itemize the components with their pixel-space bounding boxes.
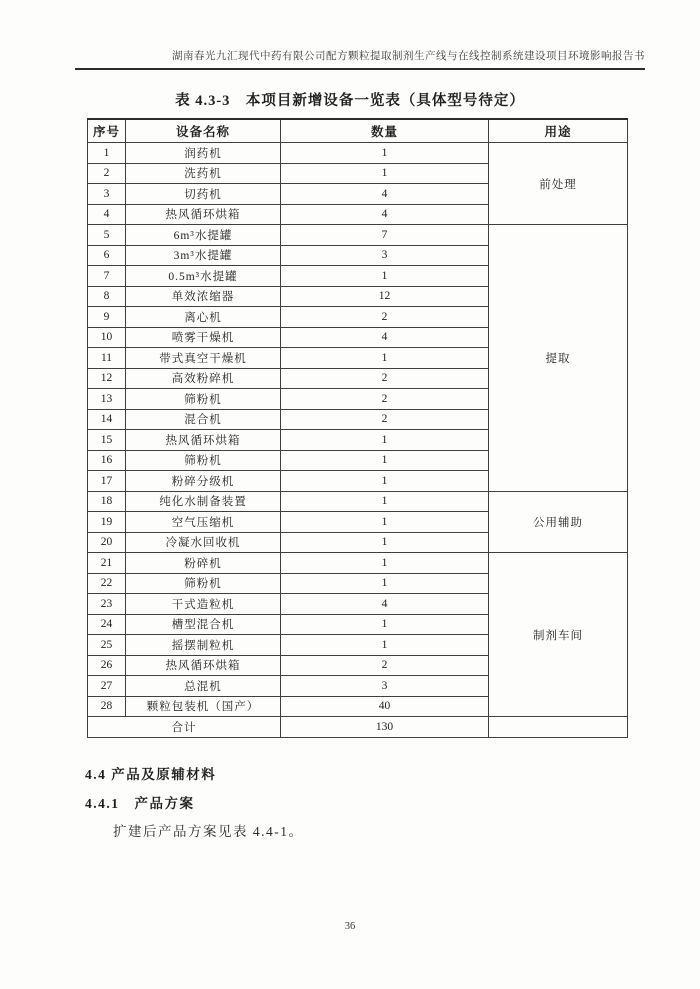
table-header-row <box>88 119 628 143</box>
quantity-cell: 1 <box>281 450 489 471</box>
equipment-name-cell: 筛粉机 <box>126 573 281 594</box>
equipment-name-cell: 高效粉碎机 <box>126 368 281 389</box>
row-number-cell: 16 <box>88 450 126 471</box>
quantity-cell: 4 <box>281 184 489 205</box>
quantity-cell: 1 <box>281 143 489 164</box>
quantity-cell: 1 <box>281 348 489 369</box>
quantity-cell: 2 <box>281 307 489 328</box>
row-number-cell: 2 <box>88 163 126 184</box>
quantity-cell: 4 <box>281 594 489 615</box>
equipment-name-cell: 筛粉机 <box>126 450 281 471</box>
purpose-cell: 制剂车间 <box>489 553 628 717</box>
quantity-cell: 1 <box>281 553 489 574</box>
column-header-no: 序号 <box>88 119 126 143</box>
quantity-cell: 40 <box>281 696 489 717</box>
quantity-cell: 1 <box>281 430 489 451</box>
equipment-name-cell: 粉碎机 <box>126 553 281 574</box>
equipment-name-cell: 6m³水提罐 <box>126 225 281 246</box>
row-number-cell: 5 <box>88 225 126 246</box>
equipment-name-cell: 单效浓缩器 <box>126 286 281 307</box>
row-number-cell: 3 <box>88 184 126 205</box>
row-number-cell: 12 <box>88 368 126 389</box>
quantity-cell: 2 <box>281 389 489 410</box>
row-number-cell: 24 <box>88 614 126 635</box>
total-row <box>88 717 628 738</box>
row-number-cell: 25 <box>88 635 126 656</box>
table-row <box>88 553 628 574</box>
row-number-cell: 7 <box>88 266 126 287</box>
body-paragraph: 扩建后产品方案见表 4.4-1。 <box>113 824 304 839</box>
equipment-name-cell: 混合机 <box>126 409 281 430</box>
quantity-cell: 4 <box>281 204 489 225</box>
equipment-name-cell: 润药机 <box>126 143 281 164</box>
document-header: 湖南春光九汇现代中药有限公司配方颗粒提取制剂生产线与在线控制系统建设项目环境影响报告书 <box>75 48 645 70</box>
quantity-cell: 7 <box>281 225 489 246</box>
purpose-cell: 前处理 <box>489 143 628 225</box>
row-number-cell: 11 <box>88 348 126 369</box>
equipment-name-cell: 热风循环烘箱 <box>126 204 281 225</box>
quantity-cell: 2 <box>281 655 489 676</box>
quantity-cell: 1 <box>281 635 489 656</box>
row-number-cell: 23 <box>88 594 126 615</box>
quantity-cell: 1 <box>281 614 489 635</box>
purpose-cell: 公用辅助 <box>489 491 628 553</box>
row-number-cell: 10 <box>88 327 126 348</box>
quantity-cell: 1 <box>281 266 489 287</box>
equipment-name-cell: 空气压缩机 <box>126 512 281 533</box>
quantity-cell: 1 <box>281 163 489 184</box>
quantity-cell: 2 <box>281 409 489 430</box>
quantity-cell: 4 <box>281 327 489 348</box>
row-number-cell: 13 <box>88 389 126 410</box>
row-number-cell: 20 <box>88 532 126 553</box>
purpose-cell: 提取 <box>489 225 628 492</box>
equipment-name-cell: 纯化水制备装置 <box>126 491 281 512</box>
row-number-cell: 1 <box>88 143 126 164</box>
quantity-cell: 1 <box>281 573 489 594</box>
quantity-cell: 1 <box>281 471 489 492</box>
page-number: 36 <box>344 921 356 932</box>
equipment-name-cell: 热风循环烘箱 <box>126 430 281 451</box>
row-number-cell: 4 <box>88 204 126 225</box>
column-header-purpose: 用途 <box>489 119 628 143</box>
section-heading-4-4: 4.4 产品及原辅材料 <box>85 767 217 782</box>
column-header-quantity: 数量 <box>281 119 489 143</box>
equipment-table-body <box>88 143 628 738</box>
row-number-cell: 17 <box>88 471 126 492</box>
row-number-cell: 6 <box>88 245 126 266</box>
equipment-name-cell: 干式造粒机 <box>126 594 281 615</box>
equipment-name-cell: 热风循环烘箱 <box>126 655 281 676</box>
equipment-name-cell: 带式真空干燥机 <box>126 348 281 369</box>
table-title: 表 4.3-3 本项目新增设备一览表（具体型号待定） <box>175 93 525 109</box>
quantity-cell: 12 <box>281 286 489 307</box>
equipment-name-cell: 3m³水提罐 <box>126 245 281 266</box>
row-number-cell: 14 <box>88 409 126 430</box>
equipment-name-cell: 摇摆制粒机 <box>126 635 281 656</box>
quantity-cell: 1 <box>281 491 489 512</box>
row-number-cell: 8 <box>88 286 126 307</box>
equipment-name-cell: 筛粉机 <box>126 389 281 410</box>
equipment-name-cell: 颗粒包装机（国产） <box>126 696 281 717</box>
equipment-table <box>87 118 628 738</box>
table-row <box>88 143 628 164</box>
quantity-cell: 3 <box>281 245 489 266</box>
quantity-cell: 1 <box>281 512 489 533</box>
equipment-name-cell: 切药机 <box>126 184 281 205</box>
section-heading-4-4-1: 4.4.1 产品方案 <box>85 796 195 811</box>
row-number-cell: 9 <box>88 307 126 328</box>
row-number-cell: 15 <box>88 430 126 451</box>
total-purpose-cell <box>489 717 628 738</box>
equipment-name-cell: 洗药机 <box>126 163 281 184</box>
total-label-cell: 合计 <box>88 717 281 738</box>
row-number-cell: 21 <box>88 553 126 574</box>
row-number-cell: 18 <box>88 491 126 512</box>
row-number-cell: 27 <box>88 676 126 697</box>
row-number-cell: 19 <box>88 512 126 533</box>
row-number-cell: 28 <box>88 696 126 717</box>
row-number-cell: 26 <box>88 655 126 676</box>
equipment-name-cell: 总混机 <box>126 676 281 697</box>
column-header-name: 设备名称 <box>126 119 281 143</box>
table-row <box>88 491 628 512</box>
equipment-name-cell: 粉碎分级机 <box>126 471 281 492</box>
equipment-name-cell: 离心机 <box>126 307 281 328</box>
equipment-name-cell: 冷凝水回收机 <box>126 532 281 553</box>
equipment-name-cell: 0.5m³水提罐 <box>126 266 281 287</box>
quantity-cell: 2 <box>281 368 489 389</box>
total-quantity-cell: 130 <box>281 717 489 738</box>
row-number-cell: 22 <box>88 573 126 594</box>
quantity-cell: 3 <box>281 676 489 697</box>
quantity-cell: 1 <box>281 532 489 553</box>
table-row <box>88 225 628 246</box>
equipment-name-cell: 槽型混合机 <box>126 614 281 635</box>
equipment-name-cell: 喷雾干燥机 <box>126 327 281 348</box>
